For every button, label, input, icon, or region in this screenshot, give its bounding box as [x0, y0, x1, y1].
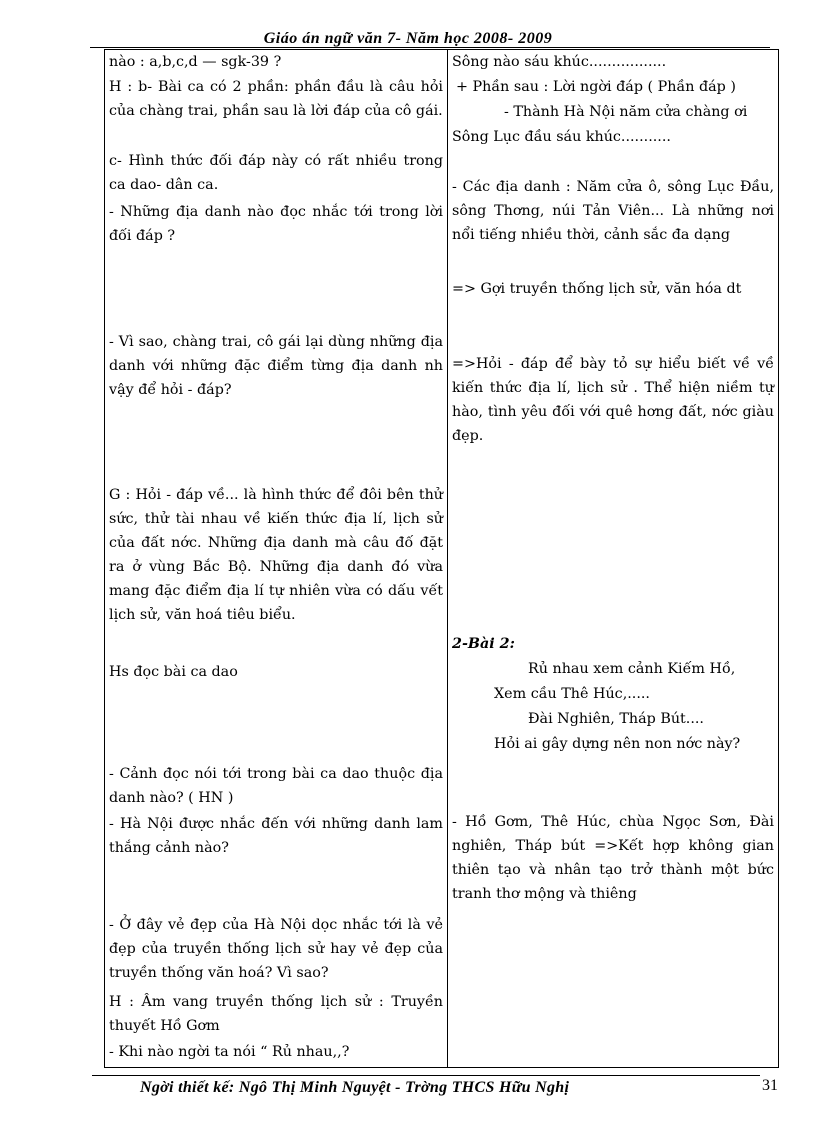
left-paragraph: - Ở đây vẻ đẹp của Hà Nội dọc nhắc tới là vẻ đẹp của truyền thống lịch sử hay vẻ đẹp của truyền thống văn hoá? Vì sao?: [109, 917, 443, 981]
footer-author: Ngời thiết kế: Ngô Thị Minh Nguyệt - Trờng THCS Hữu Nghị: [140, 1079, 570, 1096]
footer-divider: [92, 1075, 760, 1076]
left-paragraph: - Cảnh đọc nói tới trong bài ca dao thuộc địa danh nào? ( HN ): [109, 766, 443, 806]
lesson-table: [104, 49, 779, 1068]
left-paragraph: c- Hình thức đối đáp này có rất nhiều trong ca dao- dân ca.: [109, 153, 443, 193]
left-paragraph: Hs đọc bài ca dao: [109, 664, 238, 680]
page-number: 31: [762, 1077, 778, 1094]
right-paragraph: Sông Lục đầu sáu khúc...........: [452, 129, 671, 145]
right-paragraph: + Phần sau : Lời ngời đáp ( Phần đáp ): [456, 79, 736, 95]
left-paragraph: nào : a,b,c,d — sgk-39 ?: [109, 54, 282, 70]
content-column: [448, 50, 779, 1068]
page-header: Giáo án ngữ văn 7- Năm học 2008- 2009: [263, 30, 553, 47]
poem-line: Xem cầu Thê Húc,.....: [494, 686, 650, 702]
table-row: [105, 50, 779, 1068]
poem-line: Rủ nhau xem cảnh Kiếm Hồ,: [528, 661, 736, 677]
right-paragraph: - Thành Hà Nội năm cửa chàng ơi: [504, 104, 748, 120]
landscape-paragraph: - Hồ Gơm, Thê Húc, chùa Ngọc Sơn, Đài nghiên, Tháp bút =>Kết hợp không gian thiên tạo và nhân tạo trở thành một bức tranh thơ mộng và thiêng: [452, 814, 774, 902]
right-paragraph: Sông nào sáu khúc.................: [452, 54, 667, 70]
tradition-paragraph: => Gợi truyền thống lịch sử, văn hóa dt: [452, 281, 742, 297]
left-paragraph: H : b- Bài ca có 2 phần: phần đầu là câu hỏi của chàng trai, phần sau là lời đáp của cô gái.: [109, 79, 443, 119]
left-paragraph: H : Âm vang truyền thống lịch sử : Truyền thuyết Hồ Gơm: [109, 994, 443, 1034]
header-divider: [90, 47, 770, 48]
left-paragraph: - Khi nào ngời ta nói “ Rủ nhau,,?: [109, 1044, 350, 1060]
left-paragraph: - Vì sao, chàng trai, cô gái lại dùng những địa danh với những đặc điểm từng địa danh nh vậy để hỏi - đáp?: [109, 334, 443, 398]
meaning-paragraph: =>Hỏi - đáp để bày tỏ sự hiểu biết về về kiến thức địa lí, lịch sử . Thể hiện niềm tự hào, tình yêu đối với quê hơng đất, nớc giàu đẹp.: [452, 356, 774, 444]
poem-line: Hỏi ai gây dựng nên non nớc này?: [494, 736, 741, 752]
teacher-student-column: [105, 50, 448, 1068]
left-paragraph: - Những địa danh nào đọc nhắc tới trong lời đối đáp ?: [109, 204, 443, 244]
places-paragraph: - Các địa danh : Năm cửa ô, sông Lục Đầu, sông Thơng, núi Tản Viên... Là những nơi nổi tiếng nhiều thời, cảnh sắc đa dạng: [452, 179, 774, 243]
left-paragraph: G : Hỏi - đáp về... là hình thức để đôi bên thử sức, thử tài nhau về kiến thức địa lí, lịch sử của đất nớc. Những địa danh mà câu đố đặt ra ở vùng Bắc Bộ. Những địa danh đó vừa mang đặc điểm địa lí tự nhiên vừa có dấu vết lịch sử, văn hoá tiêu biểu.: [109, 487, 443, 623]
poem-line: Đài Nghiên, Tháp Bút....: [528, 711, 704, 727]
left-paragraph: - Hà Nội được nhắc đến với những danh lam thắng cảnh nào?: [109, 816, 443, 856]
section-title: 2-Bài 2:: [452, 636, 515, 652]
